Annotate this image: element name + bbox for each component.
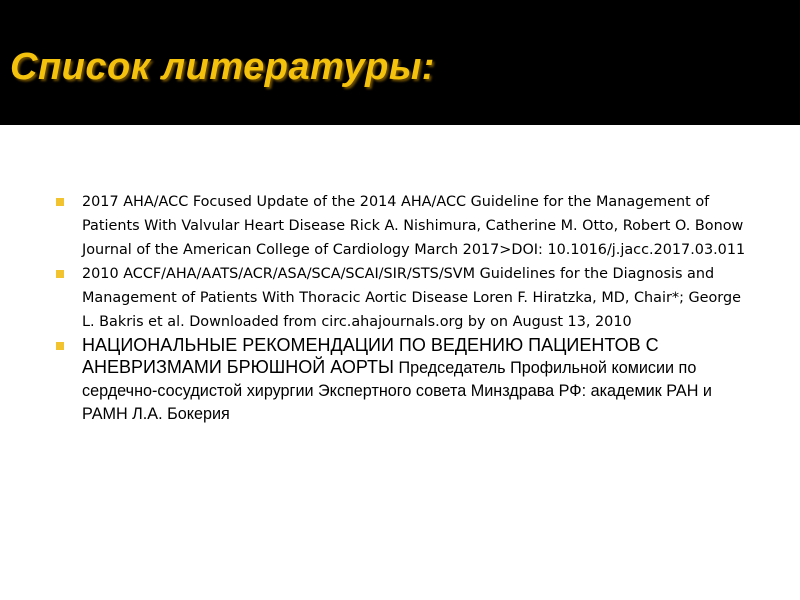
title-band [0, 0, 800, 125]
reference-text [82, 334, 752, 425]
reference-list [52, 190, 752, 425]
reference-title: НАЦИОНАЛЬНЫЕ РЕКОМЕНДАЦИИ ПО ВЕДЕНИЮ ПАЦИЕНТОВ С АНЕВРИЗМАМИ БРЮШНОЙ АОРТЫ [82, 335, 659, 377]
reference-details: Председатель Профильной комисии по сердечно-сосудистой хирургии Экспертного совета Минздрава РФ: академик РАН и РАМН Л.А. Бокерия [82, 359, 712, 423]
slide-title: Список литературы: [10, 46, 435, 88]
reference-item [52, 262, 752, 334]
reference-item [52, 190, 752, 262]
bullet-square-icon [56, 270, 64, 278]
reference-text: 2017 AHA/ACC Focused Update of the 2014 AHA/ACC Guideline for the Management of Patients With Valvular Heart Disease Rick A. Nishimura, Catherine M. Otto, Robert O. Bonow Journal of the American College of Cardiology March 2017>DOI: 10.1016/j.jacc.2017.03.011 [82, 194, 746, 258]
bullet-square-icon [56, 198, 64, 206]
reference-item [52, 334, 752, 425]
reference-text: 2010 ACCF/AHA/AATS/ACR/ASA/SCA/SCAI/SIR/STS/SVM Guidelines for the Diagnosis and Management of Patients With Thoracic Aortic Disease Loren F. Hiratzka, MD, Chair*; George L. Bakris et al. Downloaded from circ.ahajournals.org by on August 13, 2010 [82, 266, 741, 330]
bullet-square-icon [56, 342, 64, 350]
